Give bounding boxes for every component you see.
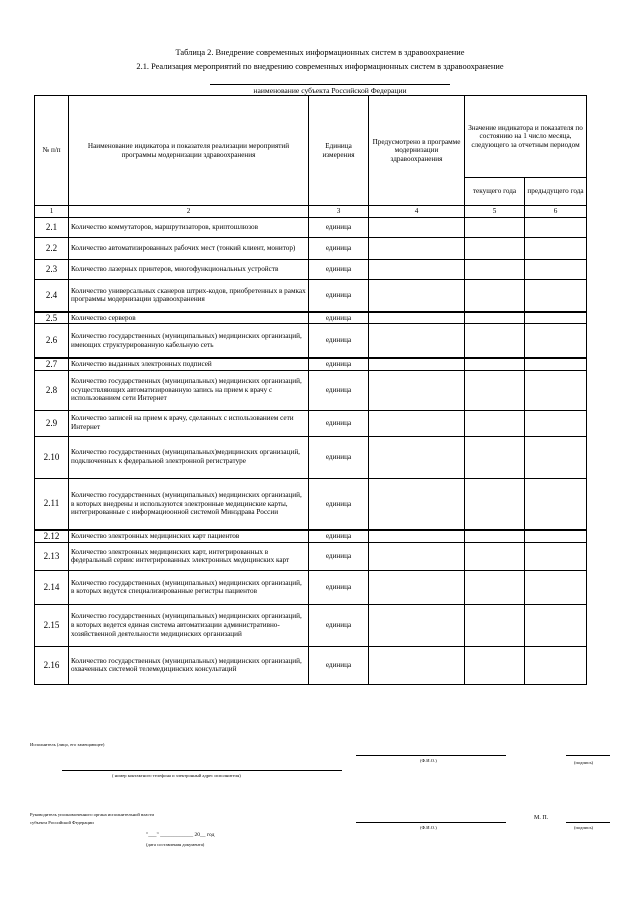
table-row bbox=[35, 542, 587, 570]
row-unit: единица bbox=[309, 358, 369, 370]
row-unit: единица bbox=[309, 410, 369, 436]
row-indicator-name: Количество лазерных принтеров, многофункциональных устройств bbox=[69, 260, 309, 280]
row-unit: единица bbox=[309, 280, 369, 312]
table-row bbox=[35, 260, 587, 280]
row-unit: единица bbox=[309, 646, 369, 684]
row-previous-year-value bbox=[525, 410, 587, 436]
table-row bbox=[35, 604, 587, 646]
table-row bbox=[35, 370, 587, 410]
subject-line bbox=[210, 84, 450, 85]
row-number: 2.6 bbox=[35, 324, 69, 358]
row-indicator-name: Количество государственных (муниципальных) медицинских организаций, имеющих структурированную кабельную сеть bbox=[69, 324, 309, 358]
row-previous-year-value bbox=[525, 312, 587, 324]
row-unit: единица bbox=[309, 238, 369, 260]
row-current-year-value bbox=[465, 604, 525, 646]
table-row bbox=[35, 646, 587, 684]
head-fio-line bbox=[356, 822, 506, 823]
header-num: № п/п bbox=[35, 96, 69, 206]
table-row bbox=[35, 530, 587, 542]
table-row bbox=[35, 312, 587, 324]
row-previous-year-value bbox=[525, 218, 587, 238]
row-number: 2.11 bbox=[35, 478, 69, 530]
row-number: 2.12 bbox=[35, 530, 69, 542]
row-indicator-name: Количество серверов bbox=[69, 312, 309, 324]
row-indicator-name: Количество государственных (муниципальных) медицинских организаций, охваченных системой телемедицинских консультаций bbox=[69, 646, 309, 684]
row-planned-value bbox=[369, 370, 465, 410]
row-current-year-value bbox=[465, 280, 525, 312]
row-number: 2.4 bbox=[35, 280, 69, 312]
row-previous-year-value bbox=[525, 478, 587, 530]
row-previous-year-value bbox=[525, 280, 587, 312]
table-row bbox=[35, 218, 587, 238]
table-row bbox=[35, 358, 587, 370]
table-row bbox=[35, 238, 587, 260]
row-current-year-value bbox=[465, 260, 525, 280]
header-name: Наименование индикатора и показателя реализации мероприятий программы модернизации здравоохранения bbox=[69, 96, 309, 206]
row-planned-value bbox=[369, 530, 465, 542]
row-unit: единица bbox=[309, 530, 369, 542]
row-indicator-name: Количество электронных медицинских карт пациентов bbox=[69, 530, 309, 542]
header-value: Значение индикатора и показателя по состоянию на 1 число месяца, следующего за отчетным периодом bbox=[465, 96, 587, 178]
row-number: 2.14 bbox=[35, 570, 69, 604]
row-planned-value bbox=[369, 410, 465, 436]
executor-signature-line bbox=[566, 755, 610, 756]
row-unit: единица bbox=[309, 218, 369, 238]
head-fio-caption: (Ф.И.О.) bbox=[420, 825, 437, 830]
indicators-table bbox=[34, 95, 587, 685]
row-unit: единица bbox=[309, 312, 369, 324]
row-current-year-value bbox=[465, 218, 525, 238]
table-row bbox=[35, 436, 587, 478]
executor-label: Исполнитель (лицо, его замещающее) bbox=[30, 742, 105, 747]
row-number: 2.8 bbox=[35, 370, 69, 410]
row-current-year-value bbox=[465, 410, 525, 436]
document-date: "___" ____________ 20__ год bbox=[146, 832, 215, 838]
executor-phone-line bbox=[62, 770, 342, 771]
row-current-year-value bbox=[465, 436, 525, 478]
row-previous-year-value bbox=[525, 324, 587, 358]
row-number: 2.9 bbox=[35, 410, 69, 436]
row-current-year-value bbox=[465, 530, 525, 542]
row-indicator-name: Количество коммутаторов, маршрутизаторов, криптошлюзов bbox=[69, 218, 309, 238]
table-row bbox=[35, 570, 587, 604]
row-planned-value bbox=[369, 570, 465, 604]
row-previous-year-value bbox=[525, 370, 587, 410]
row-planned-value bbox=[369, 478, 465, 530]
row-indicator-name: Количество государственных (муниципальных) медицинских организаций, в которых ведется единая система автоматизации административно-хозяйственной деятельности медицинских организаций bbox=[69, 604, 309, 646]
row-indicator-name: Количество государственных (муниципальных) медицинских организаций, осуществляющих автоматизированную запись на прием к врачу с использованием сети Интернет bbox=[69, 370, 309, 410]
row-planned-value bbox=[369, 358, 465, 370]
row-indicator-name: Количество государственных (муниципальных) медицинских организаций, в которых ведутся специализированные регистры пациентов bbox=[69, 570, 309, 604]
row-planned-value bbox=[369, 542, 465, 570]
header-previous-year: предыдущего года bbox=[525, 178, 587, 206]
head-signature-line bbox=[566, 822, 610, 823]
row-number: 2.2 bbox=[35, 238, 69, 260]
stamp-place: М. П. bbox=[534, 815, 549, 821]
row-previous-year-value bbox=[525, 436, 587, 478]
row-number: 2.5 bbox=[35, 312, 69, 324]
table-row bbox=[35, 410, 587, 436]
row-previous-year-value bbox=[525, 260, 587, 280]
row-planned-value bbox=[369, 324, 465, 358]
row-current-year-value bbox=[465, 324, 525, 358]
row-current-year-value bbox=[465, 238, 525, 260]
row-previous-year-value bbox=[525, 238, 587, 260]
col-number: 3 bbox=[309, 206, 369, 218]
row-unit: единица bbox=[309, 570, 369, 604]
row-indicator-name: Количество универсальных сканеров штрих-кодов, приобретенных в рамках программы модернизации здравоохранения bbox=[69, 280, 309, 312]
row-previous-year-value bbox=[525, 604, 587, 646]
row-current-year-value bbox=[465, 646, 525, 684]
row-number: 2.10 bbox=[35, 436, 69, 478]
row-number: 2.15 bbox=[35, 604, 69, 646]
row-indicator-name: Количество государственных (муниципальных) медицинских организаций, в которых внедрены и используются электронные медицинские карты, интегрированные с информациоонной системой Минздрава России bbox=[69, 478, 309, 530]
row-unit: единица bbox=[309, 260, 369, 280]
head-label-line2: субъекта Российской Федерации bbox=[30, 820, 94, 825]
row-planned-value bbox=[369, 436, 465, 478]
row-unit: единица bbox=[309, 324, 369, 358]
row-indicator-name: Количество записей на прием к врачу, сделанных с использованием сети Интернет bbox=[69, 410, 309, 436]
row-previous-year-value bbox=[525, 570, 587, 604]
executor-fio-line bbox=[356, 755, 506, 756]
col-number: 5 bbox=[465, 206, 525, 218]
row-planned-value bbox=[369, 218, 465, 238]
row-current-year-value bbox=[465, 542, 525, 570]
row-current-year-value bbox=[465, 570, 525, 604]
row-indicator-name: Количество выданных электронных подписей bbox=[69, 358, 309, 370]
row-previous-year-value bbox=[525, 358, 587, 370]
table-row bbox=[35, 280, 587, 312]
row-previous-year-value bbox=[525, 542, 587, 570]
row-unit: единица bbox=[309, 604, 369, 646]
row-indicator-name: Количество государственных (муниципальных)медицинских организаций, подключенных к федеральной электронной регистратуре bbox=[69, 436, 309, 478]
row-planned-value bbox=[369, 280, 465, 312]
row-current-year-value bbox=[465, 478, 525, 530]
row-current-year-value bbox=[465, 358, 525, 370]
row-number: 2.16 bbox=[35, 646, 69, 684]
row-unit: единица bbox=[309, 436, 369, 478]
document-date-caption: (дата составления документа) bbox=[146, 842, 205, 847]
col-number: 1 bbox=[35, 206, 69, 218]
row-unit: единица bbox=[309, 370, 369, 410]
col-number: 6 bbox=[525, 206, 587, 218]
executor-phone-caption: ( номер контактного телефона и электронный адрес исполнителя) bbox=[112, 773, 241, 778]
row-unit: единица bbox=[309, 542, 369, 570]
subject-label: наименование субъекта Российской Федерации bbox=[253, 86, 407, 95]
row-current-year-value bbox=[465, 312, 525, 324]
executor-fio-caption: (Ф.И.О.) bbox=[420, 758, 437, 763]
row-number: 2.3 bbox=[35, 260, 69, 280]
row-indicator-name: Количество электронных медицинских карт, интегрированных в федеральный сервис интегрированных электронных медицинских карт bbox=[69, 542, 309, 570]
head-signature-caption: (подпись) bbox=[574, 825, 594, 830]
row-planned-value bbox=[369, 604, 465, 646]
col-number: 4 bbox=[369, 206, 465, 218]
row-unit: единица bbox=[309, 478, 369, 530]
head-label-line1: Руководитель уполномоченного органа исполнительной власти bbox=[30, 812, 154, 817]
row-previous-year-value bbox=[525, 530, 587, 542]
row-current-year-value bbox=[465, 370, 525, 410]
row-planned-value bbox=[369, 312, 465, 324]
row-number: 2.1 bbox=[35, 218, 69, 238]
table-row bbox=[35, 478, 587, 530]
row-planned-value bbox=[369, 646, 465, 684]
col-number: 2 bbox=[69, 206, 309, 218]
row-planned-value bbox=[369, 260, 465, 280]
table-row bbox=[35, 324, 587, 358]
header-unit: Единица измерения bbox=[309, 96, 369, 206]
row-planned-value bbox=[369, 238, 465, 260]
executor-signature-caption: (подпись) bbox=[574, 760, 594, 765]
header-current-year: текущего года bbox=[465, 178, 525, 206]
row-number: 2.7 bbox=[35, 358, 69, 370]
table-title: Таблица 2. Внедрение современных информационных систем в здравоохранение bbox=[175, 48, 465, 57]
header-planned: Предусмотрено в программе модернизации здравоохранения bbox=[369, 96, 465, 206]
row-indicator-name: Количество автоматизированных рабочих мест (тонкий клиент, монитор) bbox=[69, 238, 309, 260]
table-subtitle: 2.1. Реализация мероприятий по внедрению современных информационных систем в здравоохранение bbox=[136, 62, 504, 71]
row-previous-year-value bbox=[525, 646, 587, 684]
row-number: 2.13 bbox=[35, 542, 69, 570]
